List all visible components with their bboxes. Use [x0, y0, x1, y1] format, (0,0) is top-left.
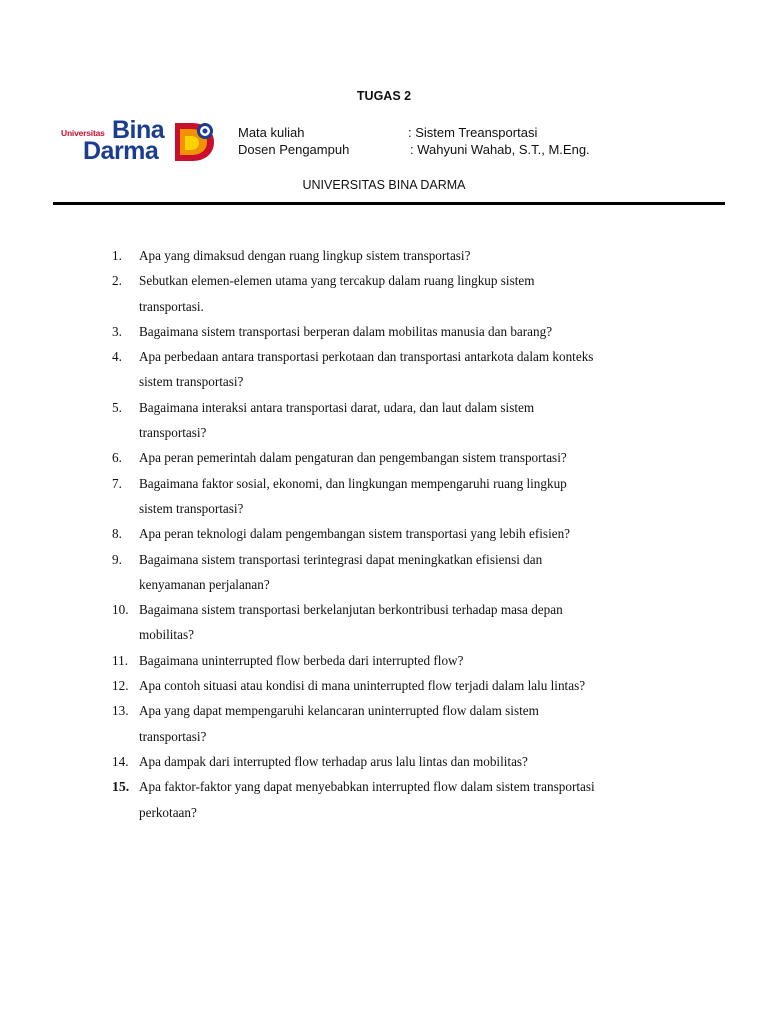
question-line: Bagaimana sistem transportasi terintegrasi dapat meningkatkan efisiensi dan — [139, 551, 543, 567]
question-item — [112, 268, 692, 319]
logo-text-bina: Bina — [112, 116, 165, 144]
question-line: perkotaan? — [139, 804, 197, 820]
question-line: Bagaimana faktor sosial, ekonomi, dan lingkungan mempengaruhi ruang lingkup — [139, 475, 567, 491]
question-item — [112, 774, 692, 825]
question-item — [112, 597, 692, 648]
university-logo — [56, 116, 218, 166]
question-line: Bagaimana interaksi antara transportasi darat, udara, dan laut dalam sistem — [139, 399, 535, 415]
logo-text-universitas: Universitas — [61, 128, 105, 138]
question-number: 5. — [112, 399, 122, 415]
question-item — [112, 344, 692, 395]
question-number: 15. — [112, 779, 130, 795]
question-line: Apa perbedaan antara transportasi perkotaan dan transportasi antarkota dalam konteks — [139, 349, 594, 365]
lecturer-label: Dosen Pengampuh — [238, 142, 350, 157]
question-item — [112, 521, 692, 546]
question-number: 13. — [112, 703, 129, 719]
university-name: UNIVERSITAS BINA DARMA — [302, 178, 466, 192]
lecturer-value: : Wahyuni Wahab, S.T., M.Eng. — [410, 142, 590, 157]
question-line: Bagaimana uninterrupted flow berbeda dari interrupted flow? — [139, 652, 464, 668]
question-line: Apa dampak dari interrupted flow terhadap arus lalu lintas dan mobilitas? — [139, 753, 528, 769]
question-number: 7. — [112, 475, 122, 491]
question-line: sistem transportasi? — [139, 374, 244, 390]
question-item — [112, 673, 692, 698]
question-item — [112, 471, 692, 522]
question-line: transportasi? — [139, 728, 207, 744]
question-number: 9. — [112, 551, 122, 567]
question-line: transportasi. — [139, 298, 204, 314]
question-list — [112, 243, 692, 825]
question-number: 8. — [112, 526, 122, 542]
question-line: Bagaimana sistem transportasi berperan dalam mobilitas manusia dan barang? — [139, 323, 553, 339]
question-line: sistem transportasi? — [139, 500, 244, 516]
question-item — [112, 243, 692, 268]
question-number: 11. — [112, 652, 128, 668]
course-label: Mata kuliah — [238, 125, 305, 140]
question-number: 10. — [112, 602, 129, 618]
question-number: 14. — [112, 753, 129, 769]
question-line: Apa peran teknologi dalam pengembangan sistem transportasi yang lebih efisien? — [139, 526, 571, 542]
logo-emblem-icon — [172, 120, 216, 164]
question-item — [112, 648, 692, 673]
question-number: 3. — [112, 323, 122, 339]
logo-text-darma: Darma — [83, 137, 159, 165]
course-value: : Sistem Treansportasi — [408, 125, 538, 140]
question-item — [112, 547, 692, 598]
document-title: TUGAS 2 — [356, 89, 412, 103]
question-line: Apa yang dapat mempengaruhi kelancaran uninterrupted flow dalam sistem — [139, 703, 539, 719]
question-item — [112, 749, 692, 774]
question-line: Apa peran pemerintah dalam pengaturan dan pengembangan sistem transportasi? — [139, 450, 567, 466]
question-number: 4. — [112, 349, 122, 365]
question-line: mobilitas? — [139, 627, 194, 643]
question-line: Apa yang dimaksud dengan ruang lingkup sistem transportasi? — [139, 248, 471, 263]
question-line: Apa faktor-faktor yang dapat menyebabkan interrupted flow dalam sistem transportasi — [139, 779, 595, 795]
question-item — [112, 445, 692, 470]
question-number: 6. — [112, 450, 122, 466]
question-item — [112, 698, 692, 749]
question-line: Apa contoh situasi atau kondisi di mana uninterrupted flow terjadi dalam lalu lintas? — [139, 678, 586, 694]
question-number: 12. — [112, 678, 129, 694]
header-divider — [53, 202, 725, 205]
question-item — [112, 395, 692, 446]
question-number: 1. — [112, 248, 122, 263]
question-item — [112, 319, 692, 344]
question-number: 2. — [112, 273, 122, 289]
question-line: transportasi? — [139, 425, 207, 441]
question-line: Bagaimana sistem transportasi berkelanjutan berkontribusi terhadap masa depan — [139, 602, 563, 618]
question-line: kenyamanan perjalanan? — [139, 576, 270, 592]
question-line: Sebutkan elemen-elemen utama yang tercakup dalam ruang lingkup sistem — [139, 273, 535, 289]
